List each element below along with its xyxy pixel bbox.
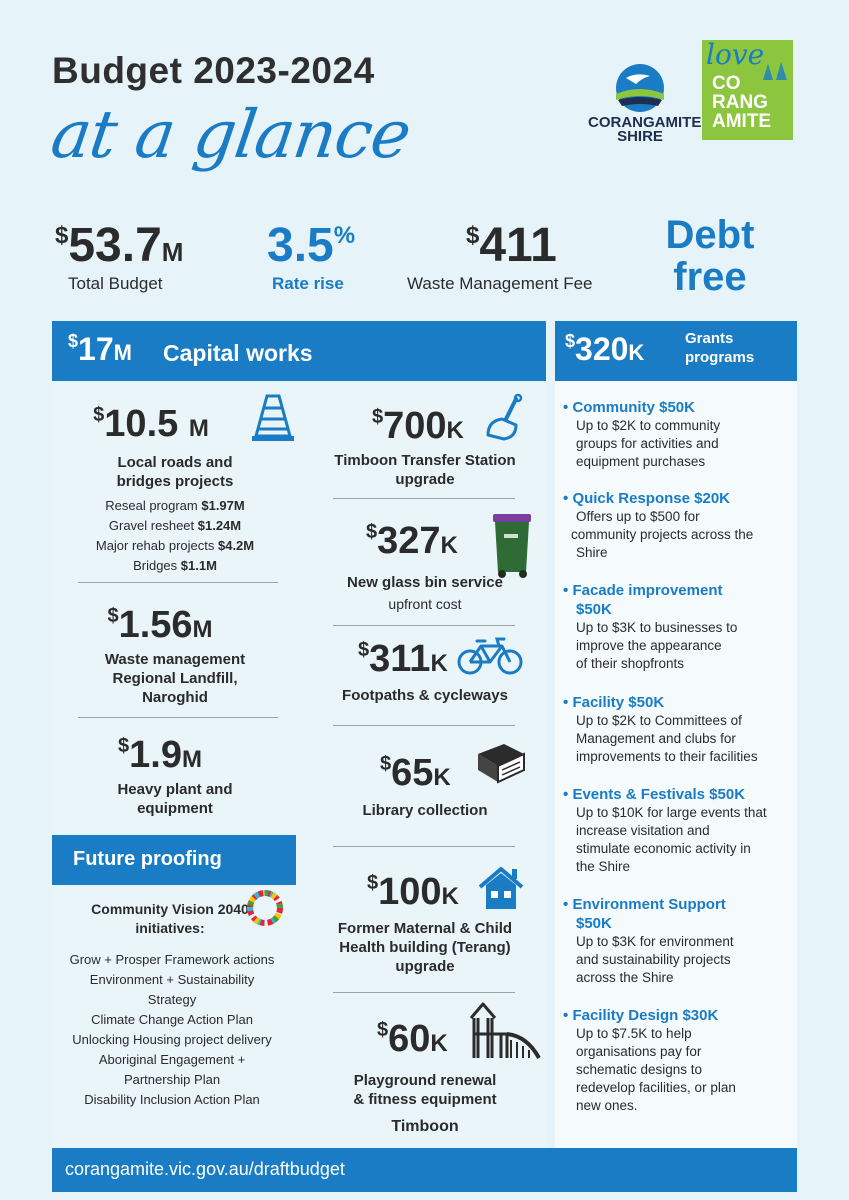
divider: [333, 625, 515, 626]
stat-rate-rise-value: 3.5%: [267, 219, 356, 272]
grant-community: • Community $50K Up to $2K to community groups for activities and equipment purchases: [563, 399, 721, 469]
grant-facade: • Facade improvement $50K Up to $3K to businesses to improve the appearance of their shopfronts: [563, 582, 738, 671]
divider: [333, 992, 515, 993]
corangamite-shire-logo: [588, 54, 702, 145]
detail-major-rehab: Major rehab projects $4.2M: [95, 538, 255, 553]
roads-bridges-title: Local roads and bridges projects: [116, 454, 234, 490]
footpaths-amount: $311K: [358, 638, 448, 680]
waste-landfill-amount: $1.56M: [107, 604, 213, 646]
list-item: Strategy: [147, 992, 197, 1007]
grant-environment-support: • Environment Support $50K Up to $3K for environment and sustainability projects across the Shire: [563, 896, 734, 985]
page-title: Budget 2023-2024: [52, 50, 375, 91]
heavy-plant-amount: $1.9M: [118, 734, 202, 776]
future-initiatives-list: [52, 950, 292, 1110]
library-title: Library collection: [362, 802, 488, 819]
transfer-station-amount: $700K: [372, 405, 464, 447]
divider: [333, 498, 515, 499]
book-icon: [474, 740, 528, 786]
playground-location: Timboon: [391, 1118, 459, 1135]
shire-name-line1: CORANGAMITE: [588, 114, 702, 131]
grants-header: [555, 321, 797, 381]
divider: [333, 846, 515, 847]
capital-works-header: [52, 321, 546, 381]
cor-line1: CO: [712, 73, 741, 94]
divider: [333, 725, 515, 726]
cor-line2: RANG: [712, 92, 768, 113]
playground-icon: [467, 1000, 543, 1060]
love-script: love: [706, 38, 765, 71]
library-amount: $65K: [380, 752, 451, 794]
stat-rate-rise-label: Rate rise: [272, 274, 344, 293]
list-item: Aboriginal Engagement +: [98, 1052, 246, 1067]
detail-reseal: Reseal program $1.97M: [105, 498, 245, 513]
shovel-icon: [482, 393, 532, 443]
glass-bin-amount: $327K: [366, 520, 458, 562]
grants-label: Grants programs: [685, 330, 755, 366]
playground-amount: $60K: [377, 1018, 448, 1060]
stat-total-budget-label: Total Budget: [68, 274, 163, 293]
capital-works-total: $17M: [68, 331, 132, 367]
grant-events-festivals: • Events & Festivals $50K Up to $10K for large events that increase visitation and stimulate economic activity in the Shire: [563, 786, 767, 874]
list-item: Environment + Sustainability: [89, 972, 255, 987]
roads-bridges-details: [52, 496, 298, 576]
list-item: Grow + Prosper Framework actions: [69, 952, 275, 967]
traffic-cone-icon: [250, 392, 296, 444]
capital-works-label: Capital works: [163, 340, 313, 366]
page-subtitle: at a glance: [46, 96, 415, 173]
divider: [78, 717, 278, 718]
list-item: Partnership Plan: [123, 1072, 221, 1087]
roads-bridges-amount: $10.5 M: [93, 403, 209, 445]
maternal-child-title: Former Maternal & Child Health building (Terang) upgrade: [337, 920, 513, 975]
sdg-wheel-icon: [247, 890, 283, 926]
list-item: Disability Inclusion Action Plan: [84, 1092, 260, 1107]
list-item: Unlocking Housing project delivery: [72, 1032, 272, 1047]
stat-waste-fee-value: $411: [466, 219, 557, 272]
cor-line3: AMITE: [712, 111, 772, 132]
grants-total: $320K: [565, 331, 645, 367]
detail-gravel: Gravel resheet $1.24M: [108, 518, 242, 533]
heavy-plant-title: Heavy plant and equipment: [117, 781, 233, 817]
playground-title: Playground renewal & fitness equipment: [353, 1072, 497, 1108]
footer-url-link[interactable]: corangamite.vic.gov.au/draftbudget: [52, 1148, 797, 1192]
maternal-child-amount: $100K: [367, 871, 459, 913]
future-heading: Community Vision 2040 initiatives:: [91, 901, 249, 936]
footpaths-title: Footpaths & cycleways: [342, 687, 508, 704]
transfer-station-title: Timboon Transfer Station upgrade: [334, 452, 516, 488]
glass-bin-title: New glass bin service: [347, 574, 503, 591]
detail-bridges: Bridges $1.1M: [133, 558, 217, 573]
future-proofing-header: Future proofing: [52, 835, 296, 885]
stat-waste-fee-label: Waste Management Fee: [407, 274, 593, 293]
shire-emblem-icon: [588, 54, 692, 114]
waste-landfill-title: Waste management Regional Landfill, Naroghid: [104, 651, 246, 706]
glass-bin-sub: upfront cost: [388, 596, 462, 612]
stat-debt-free: Debt free: [665, 213, 755, 299]
bicycle-icon: [457, 634, 523, 676]
stat-total-budget-value: $53.7M: [55, 219, 184, 272]
wheelie-bin-icon: [490, 512, 536, 580]
grant-quick-response: • Quick Response $20K Offers up to $500 for community projects across the Shire: [563, 490, 754, 560]
grant-facility: • Facility $50K Up to $2K to Committees of Management and clubs for improvements to their facilities: [563, 694, 758, 764]
grant-facility-design: • Facility Design $30K Up to $7.5K to help organisations pay for schematic designs to redevelop facilities, or plan new ones.: [563, 1007, 736, 1113]
divider: [78, 582, 278, 583]
list-item: Climate Change Action Plan: [91, 1012, 253, 1027]
house-icon: [478, 865, 524, 911]
love-corangamite-logo: [702, 40, 793, 140]
shire-name-line2: SHIRE: [617, 128, 663, 145]
